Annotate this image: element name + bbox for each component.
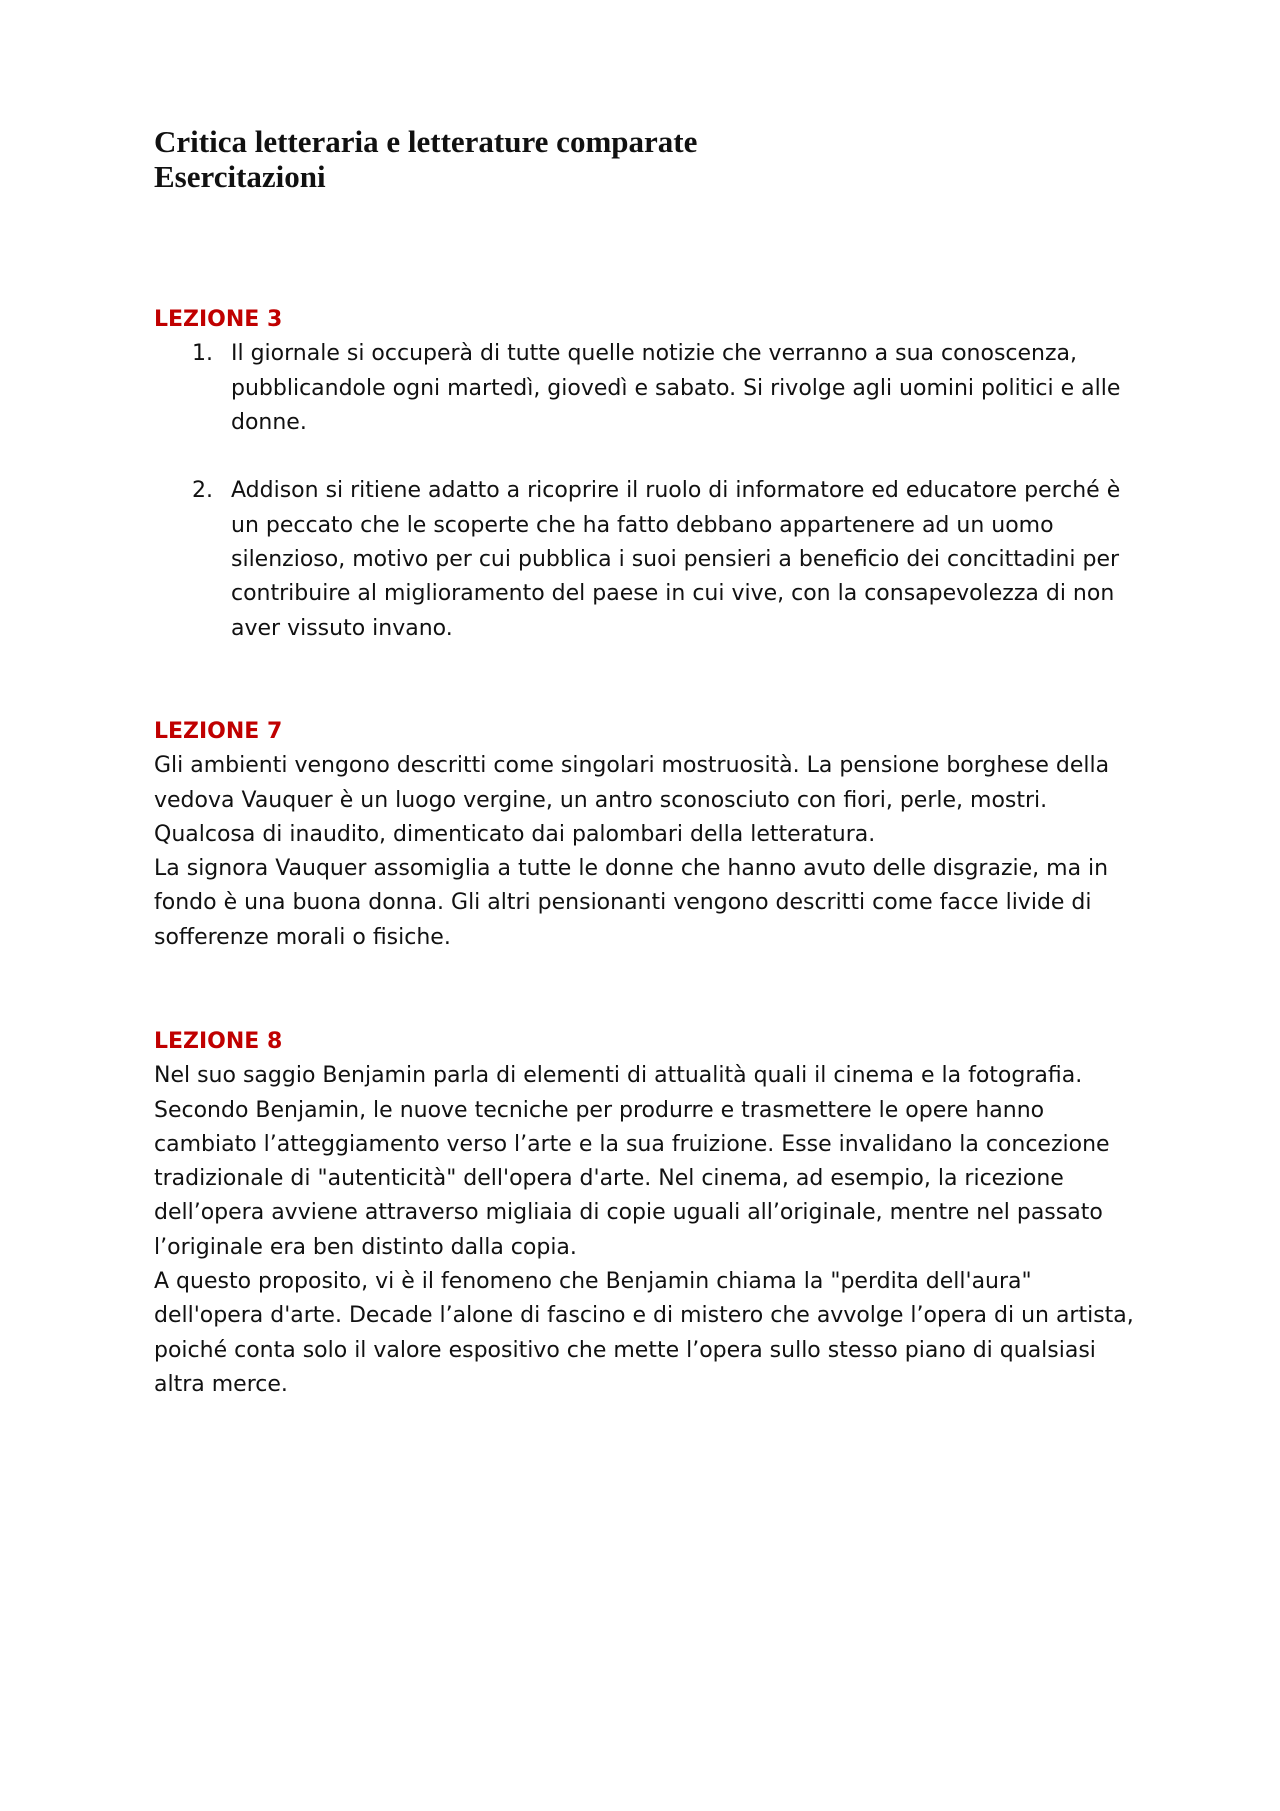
paragraph: La signora Vauquer assomiglia a tutte le donne che hanno avuto delle disgrazie, ma in fondo è una buona donna. Gli altri pensionanti vengono descritti come facce livide di sofferenze morali o fisiche. [154,856,1109,950]
document-title [154,124,697,194]
title-line-subtitle: Esercitazioni [154,159,326,194]
list-item-text: Il giornale si occuperà di tutte quelle notizie che verranno a sua conoscenza, pubblicandole ogni martedì, giovedì e sabato. Si rivolge agli uomini politici e alle donne. [231,341,1121,435]
paragraph: Gli ambienti vengono descritti come singolari mostruosità. La pensione borghese della vedova Vauquer è un luogo vergine, un antro sconosciuto con fiori, perle, mostri. Qualcosa di inaudito, dimenticato dai palombari della letteratura. [154,753,1110,847]
section-heading: LEZIONE 7 [154,719,283,744]
list-item-text: Addison si ritiene adatto a ricoprire il ruolo di informatore ed educatore perché è un peccato che le scoperte che ha fatto debbano appartenere ad un uomo silenzioso, motivo per cui pubblica i suoi pensieri a beneficio dei concittadini per contribuire al miglioramento del paese in cui vive, con la consapevolezza di non aver vissuto invano. [231,478,1121,641]
list-item [154,337,1151,440]
paragraph: A questo proposito, vi è il fenomeno che Benjamin chiama la "perdita dell'aura" dell'opera d'arte. Decade l’alone di fascino e di mistero che avvolge l’opera di un artista, poiché conta solo il valore espositivo che mette l’opera sullo stesso piano di qualsiasi altra merce. [154,1269,1134,1397]
list-item-number: 1. [192,341,213,367]
section-heading: LEZIONE 8 [154,1029,283,1054]
answer-list [154,337,1144,646]
section-lezione-7 [154,715,1144,955]
title-line-course: Critica letteraria e letterature comparate [154,124,698,159]
list-item-number: 2. [192,478,213,504]
section-lezione-3 [154,303,1144,646]
list-item [154,474,1151,645]
section-lezione-8 [154,1025,1144,1402]
paragraph: Nel suo saggio Benjamin parla di elementi di attualità quali il cinema e la fotografia. Secondo Benjamin, le nuove tecniche per produrre e trasmettere le opere hanno cambiato l’atteggiamento verso l’arte e la sua fruizione. Esse invalidano la concezione tradizionale di "autenticità" dell'opera d'arte. Nel cinema, ad esempio, la ricezione dell’opera avviene attraverso migliaia di copie uguali all’originale, mentre nel passato l’originale era ben distinto dalla copia. [154,1063,1110,1260]
section-heading: LEZIONE 3 [154,307,283,332]
